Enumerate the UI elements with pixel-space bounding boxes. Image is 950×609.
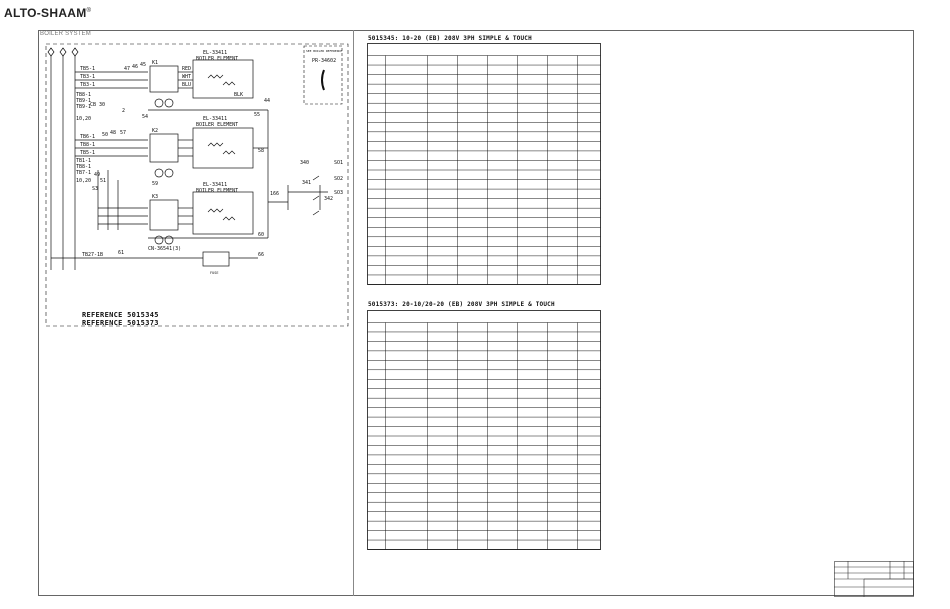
table-border <box>368 44 601 285</box>
wire-number: 50 <box>102 132 109 138</box>
wire-label: BLU <box>182 82 192 88</box>
note-label: CB 30 <box>90 102 106 108</box>
wire-number: 54 <box>142 114 149 120</box>
wire-number: 59 <box>152 181 159 187</box>
wire-number: 342 <box>324 196 334 202</box>
k2-element-part: EL-33411 <box>203 116 228 122</box>
boiler-schematic <box>38 30 352 330</box>
wire-label: WHT <box>182 74 192 80</box>
k1-element-name: BOILER ELEMENT <box>196 56 239 62</box>
contactor-k3 <box>98 192 268 244</box>
reference-label: REFERENCE 5015345 <box>82 311 159 319</box>
wire-number: 166 <box>270 191 280 197</box>
terminal-label: TB7-1 <box>76 170 92 176</box>
wire-number: 45 <box>140 62 147 68</box>
wire-number: 341 <box>302 180 312 186</box>
terminal-label: TB3-1 <box>80 82 96 88</box>
wire-number: 51 <box>100 178 107 184</box>
wire-number: 66 <box>258 252 265 258</box>
brand-logo <box>4 6 91 20</box>
section-label: BOILER SYSTEM <box>40 31 91 37</box>
wire-number: 49 <box>94 172 101 178</box>
switch-label: SO2 <box>334 176 344 182</box>
terminal-label: TB8-1 <box>76 164 92 170</box>
table-border <box>368 311 601 550</box>
wire-number: 58 <box>258 148 265 154</box>
wire-number: 340 <box>300 160 310 166</box>
terminal-label: TB9-1 <box>76 98 92 104</box>
k3-label: K3 <box>152 194 159 200</box>
switch-label: SO1 <box>334 160 344 166</box>
wiring-table-1 <box>367 43 601 285</box>
wire-label: RED <box>182 66 192 72</box>
terminal-label: TB8-1 <box>80 142 96 148</box>
brand-name: ALTO-SHAAM <box>4 6 87 20</box>
reference-label: REFERENCE 5015373 <box>82 319 159 327</box>
terminal-label: TB5-1 <box>80 66 96 72</box>
terminal-label: TB9-1 <box>76 104 92 110</box>
terminal-label: TB3-1 <box>80 74 96 80</box>
wire-number: 60 <box>258 232 265 238</box>
terminal-label: TB27-1B <box>82 252 104 258</box>
wire-number: 46 <box>132 64 139 70</box>
note-label: 2 <box>122 108 126 114</box>
incoming-fuses <box>48 48 78 270</box>
wire-number: 57 <box>120 130 127 136</box>
note-label: S3 <box>92 186 99 192</box>
wire-label: BLK <box>234 92 244 98</box>
k1-label: K1 <box>152 60 159 66</box>
connector-label: CN-36541(3) <box>148 246 182 252</box>
k1-element-part: EL-33411 <box>203 50 228 56</box>
wire-number: 47 <box>124 66 131 72</box>
reference-inset <box>304 46 342 104</box>
wire-number: 48 <box>110 130 117 136</box>
wiring-table-2 <box>367 310 601 550</box>
inset-title: SEE BOILER REFERENCE <box>306 49 343 53</box>
table-2-title: 5015373: 20-10/20-20 (EB) 208V 3PH SIMPLE & TOUCH <box>368 301 555 308</box>
terminal-label: TB5-1 <box>80 150 96 156</box>
k2-element-name: BOILER ELEMENT <box>196 122 239 128</box>
title-block <box>834 561 914 597</box>
k3-element-part: EL-33411 <box>203 182 228 188</box>
terminal-label: TB1-1 <box>76 158 92 164</box>
table-1-title: 5015345: 10-20 (EB) 208V 3PH SIMPLE & TOUCH <box>368 35 532 42</box>
wire-number: 55 <box>254 112 261 118</box>
note-label: 10,20 <box>76 178 92 184</box>
wire-number: 44 <box>264 98 271 104</box>
contactor-k2 <box>75 110 268 238</box>
registered-mark: ® <box>86 8 92 14</box>
switch-label: SO3 <box>334 190 344 196</box>
k2-label: K2 <box>152 128 159 134</box>
wire-number: 61 <box>118 250 125 256</box>
terminal-label: TB8-1 <box>76 92 92 98</box>
terminal-label: TB6-1 <box>80 134 96 140</box>
sheet-divider <box>353 30 354 596</box>
note-label: FUSE <box>210 271 219 275</box>
k3-element-name: BOILER ELEMENT <box>196 188 239 194</box>
inset-part: PR-34602 <box>312 58 337 64</box>
note-label: 10,20 <box>76 116 92 122</box>
